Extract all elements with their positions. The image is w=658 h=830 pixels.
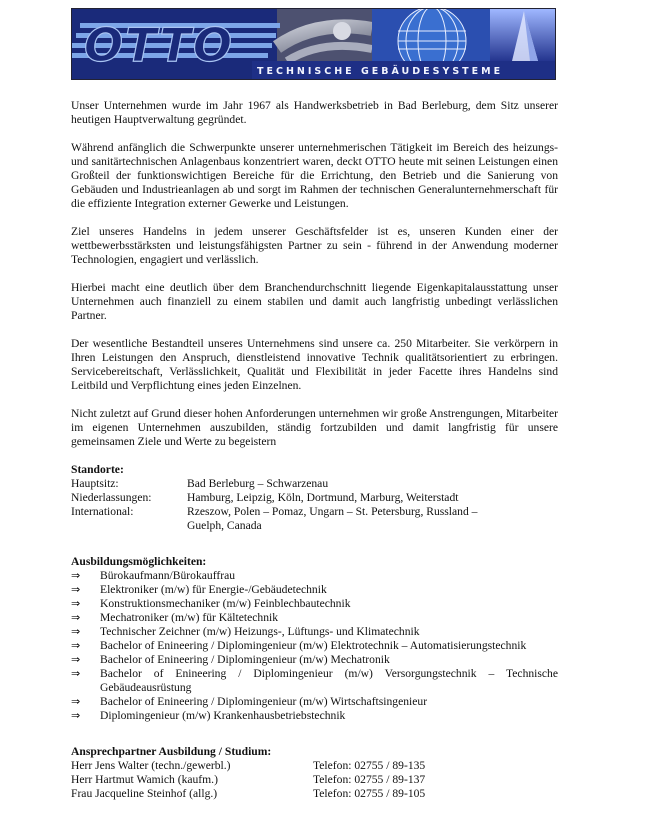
locations-section: [71, 463, 558, 533]
arrow-right-icon: ⇒: [71, 695, 81, 708]
training-section: [71, 555, 558, 723]
paragraph: Der wesentliche Bestandteil unseres Unternehmens sind unsere ca. 250 Mitarbeiter. Sie verkörpern in Ihren Leistungen den Anspruch, dienstleistend innovative Technik qualitätsorientiert zu erbringen. Servicebereitschaft, Verlässlichkeit, Qualität und Flexibilität in jeder Facette ihres Handelns sind Leitbild und Verpflichtung eines jeden Einzelnen.: [71, 337, 558, 392]
list-item: [71, 667, 558, 695]
training-label: Konstruktionsmechaniker (m/w) Feinblechbautechnik: [100, 597, 351, 610]
arrow-right-icon: ⇒: [71, 639, 81, 652]
paragraph: Ziel unseres Handelns in jedem unserer Geschäftsfelder ist es, unseren Kunden einer der wettbewerbsstärksten und leistungsfähigsten Partner zu sein - führend in der Anwendung moderner Technologien, engagiert und verlässlich.: [71, 225, 558, 266]
arrow-right-icon: ⇒: [71, 653, 81, 666]
tower-image: [490, 9, 555, 61]
contact-phone: Telefon: 02755 / 89-105: [313, 787, 426, 800]
training-label: Technischer Zeichner (m/w) Heizungs-, Lüftungs- und Klimatechnik: [100, 625, 420, 638]
contact-row: [71, 773, 558, 787]
contact-name: Frau Jacqueline Steinhof (allg.): [71, 787, 218, 800]
paragraph: Nicht zuletzt auf Grund dieser hohen Anforderungen unternehmen wir große Anstrengungen, Mitarbeiter im eigenen Unternehmen auszubilden, ständig fortzubilden und damit langfristig für unsere gemeinsamen Ziele und Werte zu begeistern: [71, 407, 558, 448]
banner-tagline: TECHNISCHE GEBÄUDESYSTEME: [257, 66, 504, 77]
training-label: Bachelor of Enineering / Diplomingenieur (m/w) Versorgungstechnik – Technische Gebäudeausrüstung: [100, 667, 558, 694]
training-label: Diplomingenieur (m/w) Krankenhausbetriebstechnik: [100, 709, 346, 722]
list-item: [71, 583, 558, 597]
list-item: [71, 653, 558, 667]
list-item: [71, 639, 558, 653]
list-item: [71, 695, 558, 709]
contact-name: Herr Hartmut Wamich (kaufm.): [71, 773, 218, 786]
training-label: Mechatroniker (m/w) für Kältetechnik: [100, 611, 279, 624]
location-row: [71, 491, 558, 505]
arrow-right-icon: ⇒: [71, 625, 81, 638]
header-banner: [71, 8, 556, 80]
arrow-right-icon: ⇒: [71, 569, 81, 582]
contact-row: [71, 759, 558, 773]
document-page: [71, 8, 558, 801]
training-label: Bachelor of Enineering / Diplomingenieur (m/w) Mechatronik: [100, 653, 390, 666]
training-label: Bachelor of Enineering / Diplomingenieur (m/w) Elektrotechnik – Automatisierungstechnik: [100, 639, 527, 652]
arrow-right-icon: ⇒: [71, 597, 81, 610]
training-list: [71, 569, 558, 723]
paragraph: Hierbei macht eine deutlich über dem Branchendurchschnitt liegende Eigenkapitalausstattung unser Unternehmen auch finanziell zu einem stabilen und damit auch langfristig unbedingt verlässlichen Partner.: [71, 281, 558, 322]
svg-text:OTTO: OTTO: [84, 18, 235, 72]
location-row: [71, 477, 558, 491]
contacts-section: [71, 745, 558, 801]
paragraph: Während anfänglich die Schwerpunkte unserer unternehmerischen Tätigkeit im Bereich des heizungs- und sanitärtechnischen Anlagenbaus konzentriert waren, deckt OTTO heute mit seinen Leistungen einen Großteil der funktionswichtigen Bereiche für die Errichtung, den Betrieb und die Sanierung von Gebäuden und Industrieanlagen ab und sorgt im Rahmen der technischen Generalunternehmerschaft für die effiziente Integration externer Gewerke und Leistungen.: [71, 141, 558, 210]
training-label: Bachelor of Enineering / Diplomingenieur (m/w) Wirtschaftsingenieur: [100, 695, 428, 708]
list-item: [71, 709, 558, 723]
arrow-right-icon: ⇒: [71, 611, 81, 624]
training-label: Bürokaufmann/Bürokauffrau: [100, 569, 236, 582]
intro-text: [71, 99, 558, 449]
location-value: Hamburg, Leipzig, Köln, Dortmund, Marburg, Weiterstadt: [187, 491, 459, 504]
location-value: Bad Berleburg – Schwarzenau: [187, 477, 329, 490]
paragraph: Unser Unternehmen wurde im Jahr 1967 als Handwerksbetrieb in Bad Berleburg, dem Sitz unserer heutigen Hauptverwaltung gegründet.: [71, 99, 558, 126]
location-key: Hauptsitz:: [71, 477, 119, 490]
locations-title: Standorte:: [71, 463, 124, 476]
location-row: [71, 505, 558, 533]
location-key: International:: [71, 505, 134, 518]
contact-phone: Telefon: 02755 / 89-135: [313, 759, 426, 772]
location-key: Niederlassungen:: [71, 491, 152, 504]
list-item: [71, 625, 558, 639]
arrow-right-icon: ⇒: [71, 667, 81, 680]
contact-phone: Telefon: 02755 / 89-137: [313, 773, 426, 786]
arrow-right-icon: ⇒: [71, 583, 81, 596]
list-item: [71, 597, 558, 611]
training-title: Ausbildungsmöglichkeiten:: [71, 555, 207, 568]
list-item: [71, 569, 558, 583]
contacts-title: Ansprechpartner Ausbildung / Studium:: [71, 745, 272, 758]
list-item: [71, 611, 558, 625]
location-value: Rzeszow, Polen – Pomaz, Ungarn – St. Petersburg, Russland – Guelph, Canada: [187, 505, 478, 532]
arrow-right-icon: ⇒: [71, 709, 81, 722]
training-label: Elektroniker (m/w) für Energie-/Gebäudetechnik: [100, 583, 327, 596]
contact-name: Herr Jens Walter (techn./gewerbl.): [71, 759, 231, 772]
pipes-image: [277, 9, 372, 61]
contact-row: [71, 787, 558, 801]
